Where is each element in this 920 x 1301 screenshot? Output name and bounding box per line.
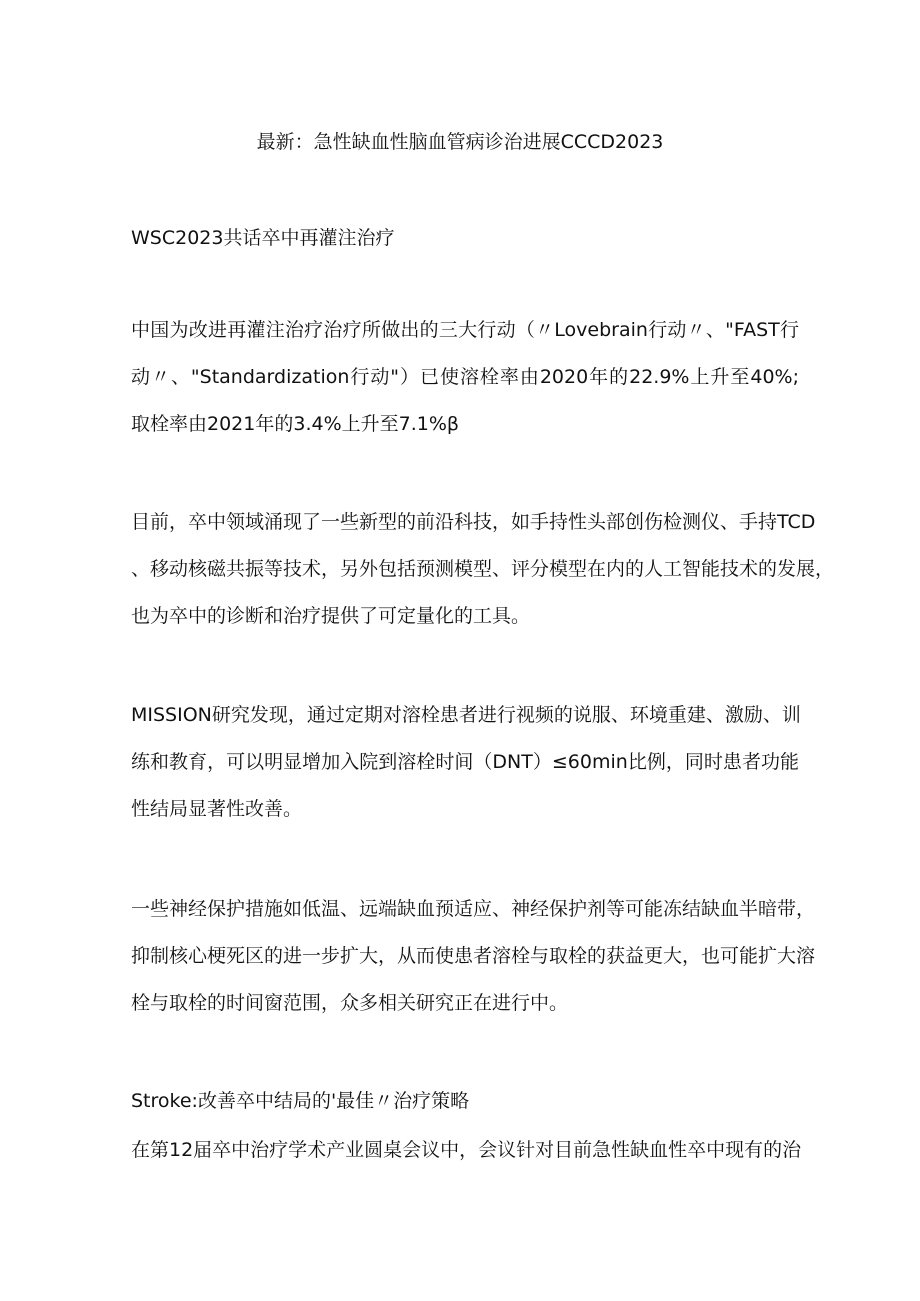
paragraph-reperfusion-actions — [131, 307, 799, 448]
paragraph-line: 栓与取栓的时间窗范围，众多相关研究正在进行中。 — [131, 992, 569, 1014]
paragraph-roundtable — [131, 1127, 802, 1174]
paragraph-line: 也为卒中的诊断和治疗提供了可定量化的工具。 — [131, 605, 531, 627]
paragraph-line: 在第12届卒中治疗学术产业圆桌会议中，会议针对目前急性缺血性卒中现有的治 — [131, 1139, 802, 1161]
paragraph-line: MISSION研究发现，通过定期对溶栓患者进行视频的说服、环境重建、激励、训 — [131, 704, 801, 726]
paragraph-frontier-technology — [131, 499, 835, 640]
paragraph-line: 练和教育，可以明显增加入院到溶栓时间（DNT）≤60min比例，同时患者功能 — [131, 751, 799, 773]
section-heading-stroke: Stroke:改善卒中结局的'最佳〃治疗策略 — [131, 1090, 470, 1112]
paragraph-line: 一些神经保护措施如低温、远端缺血预适应、神经保护剂等可能冻结缺血半暗带， — [131, 898, 816, 920]
paragraph-line: 取栓率由2021年的3.4%上升至7.1%β — [131, 413, 460, 435]
paragraph-neuroprotection — [131, 886, 816, 1027]
paragraph-line: 中国为改进再灌注治疗治疗所做出的三大行动（〃Lovebrain行动〃、"FAST行 — [131, 319, 799, 341]
paragraph-line: 性结局显著性改善。 — [131, 798, 303, 820]
paragraph-mission-study — [131, 692, 799, 833]
section-heading-wsc2023: WSC2023共话卒中再灌注治疗 — [131, 227, 395, 249]
paragraph-line: 目前，卒中领域涌现了一些新型的前沿科技，如手持性头部创伤检测仪、手持TCD — [131, 511, 816, 533]
paragraph-line: 动〃、"Standardization行动"）已使溶栓率由2020年的22.9%上升至40%; — [131, 366, 799, 388]
paragraph-line: 、移动核磁共振等技术，另外包括预测模型、评分模型在内的人工智能技术的发展， — [131, 558, 835, 580]
paragraph-line: 抑制核心梗死区的进一步扩大，从而使患者溶栓与取栓的获益更大，也可能扩大溶 — [131, 945, 816, 967]
document-title: 最新：急性缺血性脑血管病诊治进展CCCD2023 — [256, 131, 664, 153]
